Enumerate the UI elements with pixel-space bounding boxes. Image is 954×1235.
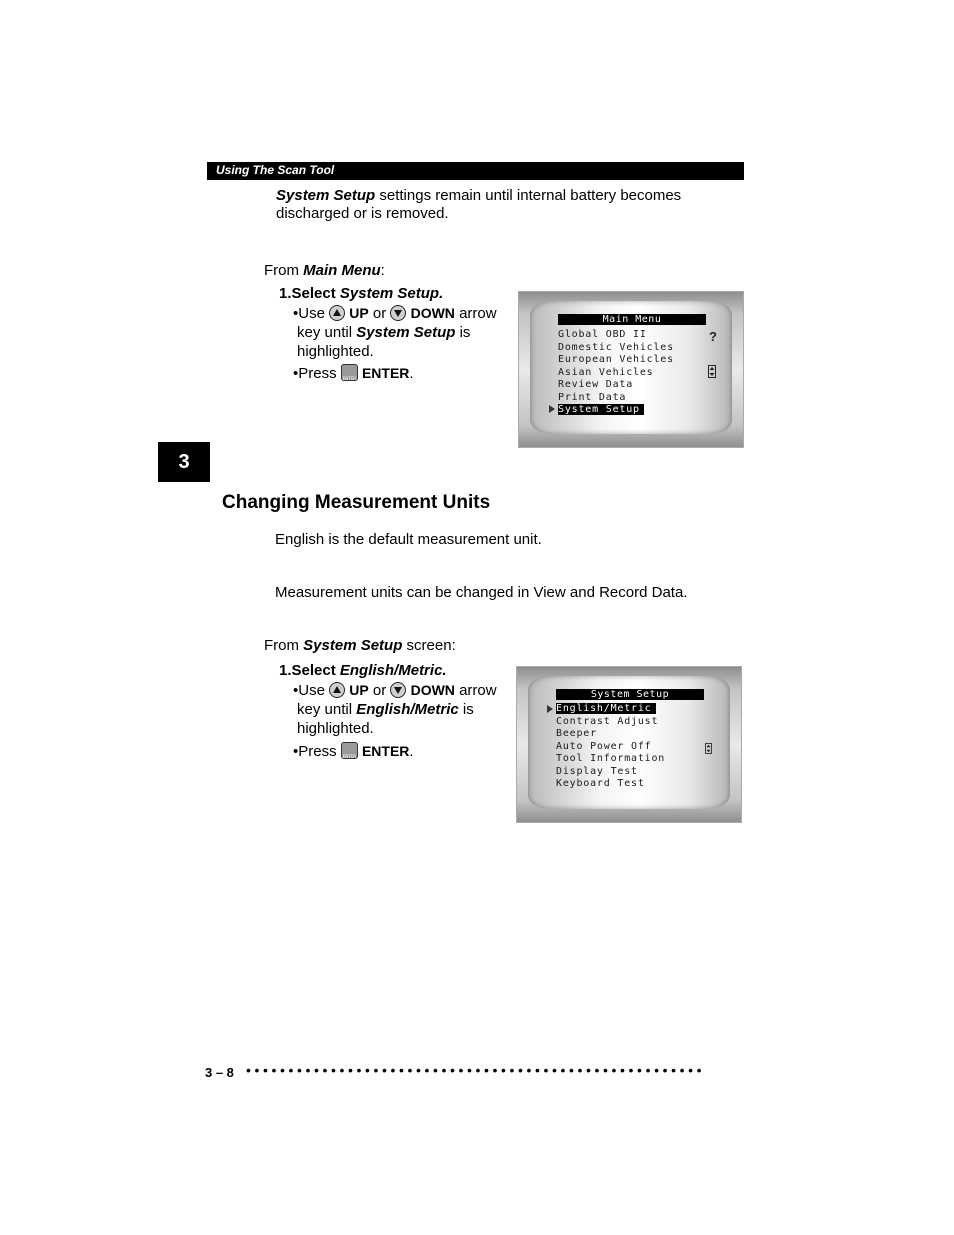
lcd-menu-item: Contrast Adjust (556, 715, 659, 727)
from-prefix: From (264, 637, 304, 654)
updown-icon (708, 365, 716, 383)
bullet-term: System Setup (356, 324, 456, 341)
intro-term: System Setup (276, 187, 376, 204)
step-term: System Setup. (339, 285, 444, 302)
footer-dot-leader: •••••••••••••••••••••••••••••••••••••••••••••••••••••• (246, 1062, 706, 1078)
key-until-text: key until (297, 701, 357, 718)
step-number: 1. (279, 662, 292, 679)
part2-bullet-press (293, 742, 414, 761)
step-number: 1. (279, 285, 292, 302)
up-arrow-key-icon (329, 305, 345, 321)
up-arrow-key-icon (329, 682, 345, 698)
part2-step (279, 662, 447, 679)
down-arrow-key-icon (390, 305, 406, 321)
press-text: •Press (293, 365, 341, 382)
section-title: Changing Measurement Units (222, 492, 491, 513)
selection-cursor-icon (547, 705, 553, 713)
lcd-title: System Setup (556, 689, 704, 700)
enter-label: ENTER (361, 365, 410, 381)
section-header-bar (207, 162, 744, 180)
up-label: UP (349, 682, 369, 698)
lcd-menu-item-selected: System Setup (558, 404, 644, 415)
enter-key-icon: ENTER (341, 742, 358, 759)
lcd-menu-item: European Vehicles (558, 354, 674, 365)
section-header-title: Using The Scan Tool (216, 163, 335, 177)
lcd-menu-list (558, 329, 674, 417)
scan-tool-screen-system-setup (516, 666, 742, 823)
part1-from-line (264, 262, 385, 280)
lcd-menu-item: Auto Power Off (556, 740, 652, 752)
scan-tool-screen-main-menu (518, 291, 744, 448)
lcd-menu-item: Review Data (558, 379, 634, 390)
up-label: UP (349, 305, 369, 321)
from-suffix: : (380, 262, 385, 279)
intro-text: settings remain until internal battery becomes discharged or is removed. (276, 187, 682, 222)
bullet-term: English/Metric (356, 701, 459, 718)
period: . (409, 743, 414, 760)
lcd-menu-item: Display Test (556, 765, 638, 777)
or-text: or (368, 682, 391, 699)
or-text: or (368, 305, 391, 322)
from-suffix: screen: (402, 637, 456, 654)
from-prefix: From (264, 262, 304, 279)
down-label: DOWN (410, 305, 455, 321)
step-label: Select (291, 662, 340, 679)
down-label: DOWN (410, 682, 455, 698)
is-text: is (458, 701, 474, 718)
key-until-text: key until (297, 324, 357, 341)
lcd-menu-item: Beeper (556, 728, 597, 739)
lcd-menu-item-selected: English/Metric (556, 703, 656, 714)
use-text: •Use (293, 305, 330, 322)
period: . (409, 365, 414, 382)
selection-cursor-icon (549, 405, 555, 413)
step-term: English/Metric. (339, 662, 447, 679)
is-text: is (455, 324, 471, 341)
press-text: •Press (293, 743, 341, 760)
lcd-menu-item: Global OBD II (558, 329, 647, 340)
enter-label: ENTER (361, 743, 410, 759)
part2-bullet-use (293, 681, 508, 738)
enter-key-icon: ENTER (341, 364, 358, 381)
page-number: 3 – 8 (205, 1065, 234, 1080)
lcd-menu-item: Tool Information (556, 753, 666, 764)
lcd-menu-item: Asian Vehicles (558, 366, 654, 378)
down-arrow-key-icon (390, 682, 406, 698)
lcd-menu-item: Keyboard Test (556, 778, 645, 789)
arrow-text: arrow (454, 682, 497, 699)
note-default-unit: English is the default measurement unit. (275, 531, 542, 548)
from-term: Main Menu (303, 262, 381, 279)
part2-from-line (264, 637, 456, 655)
part1-step (279, 285, 443, 302)
step-label: Select (291, 285, 340, 302)
part1-bullet-use (293, 304, 508, 361)
note-change-units: Measurement units can be changed in View and Record Data. (275, 584, 688, 601)
lcd-menu-item: Print Data (558, 391, 627, 403)
chapter-tab: 3 (158, 442, 210, 482)
lcd-menu-item: Domestic Vehicles (558, 341, 674, 353)
intro-paragraph (276, 187, 716, 223)
highlighted-text: highlighted. (297, 343, 374, 360)
lcd-menu-list (556, 703, 665, 791)
part1-bullet-press (293, 364, 414, 383)
from-term: System Setup (303, 637, 403, 654)
arrow-text: arrow (454, 305, 497, 322)
use-text: •Use (293, 682, 330, 699)
lcd-title: Main Menu (558, 314, 706, 325)
highlighted-text: highlighted. (297, 720, 374, 737)
help-icon: ? (709, 329, 717, 344)
updown-icon (705, 741, 712, 759)
